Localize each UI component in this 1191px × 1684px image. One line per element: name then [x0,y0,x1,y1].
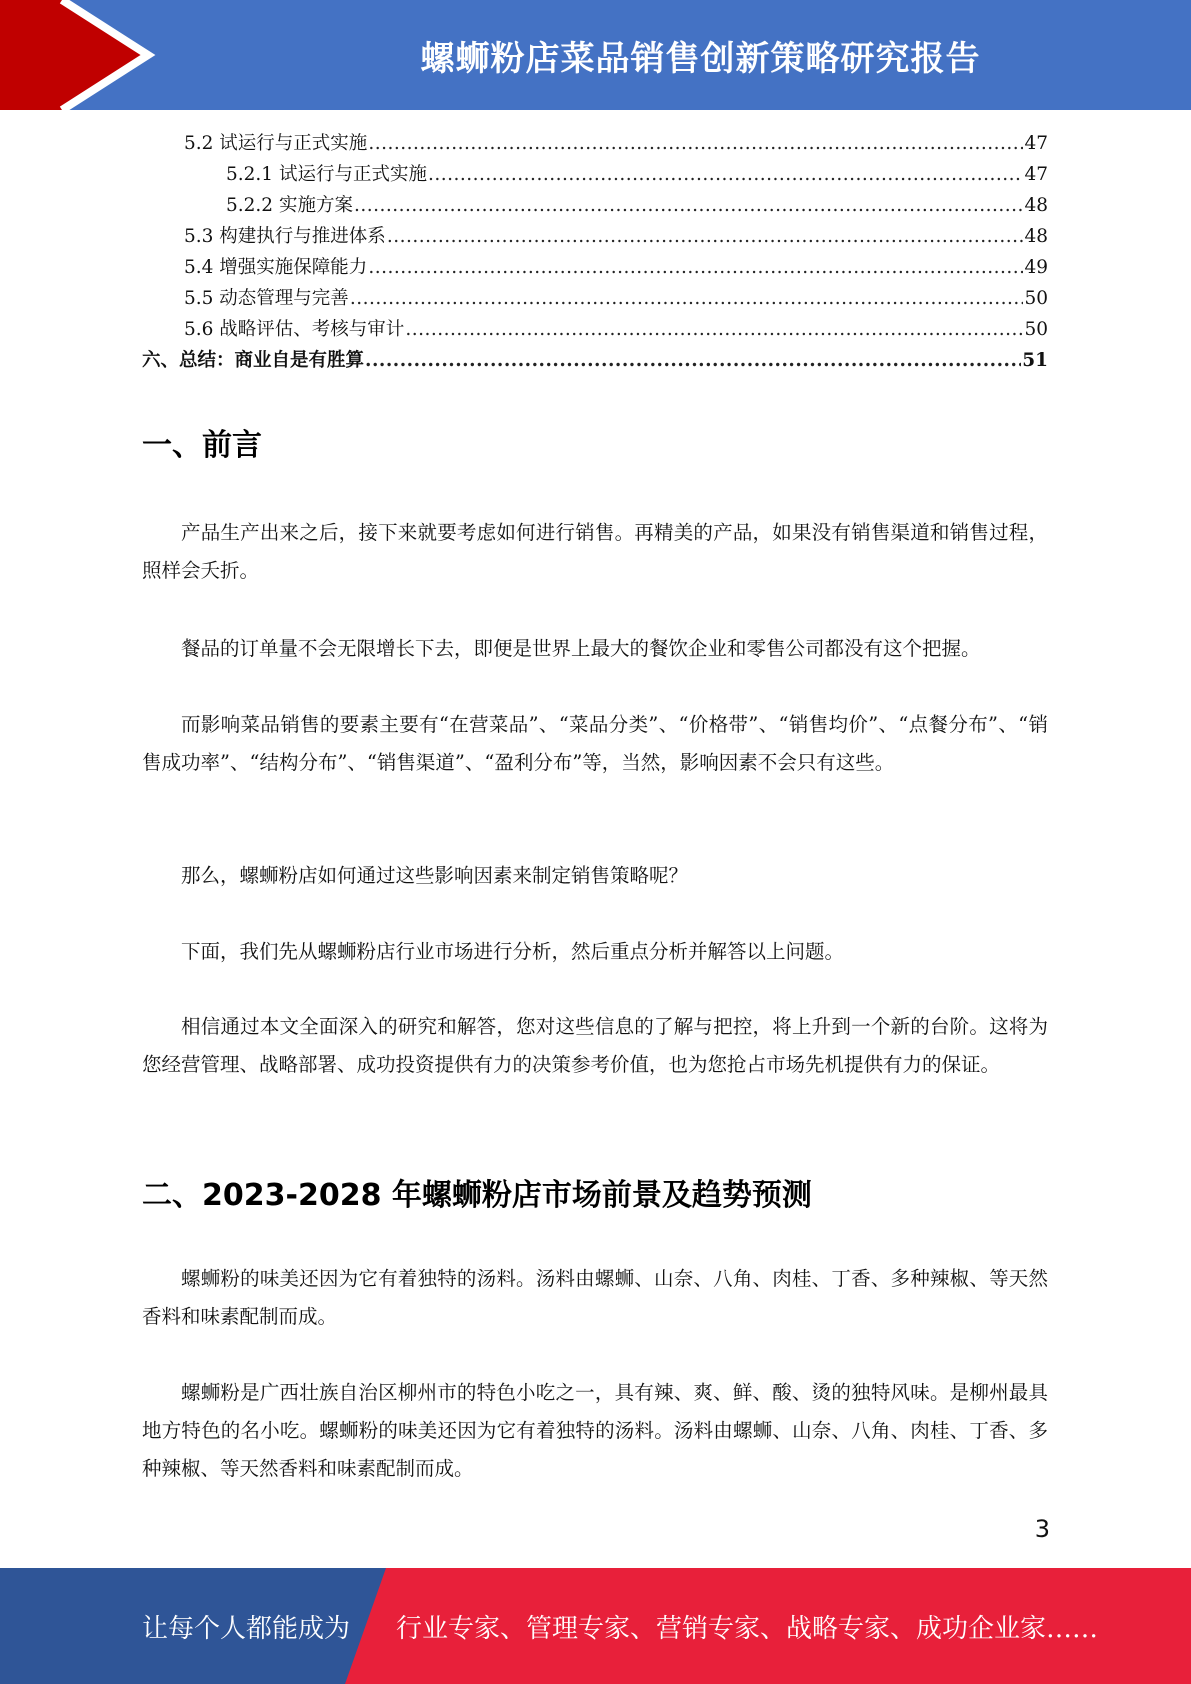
toc-entry-label: 5.4 增强实施保障能力 [184,257,368,278]
red-chevron-decoration [0,0,160,110]
paragraph: 产品生产出来之后，接下来就要考虑如何进行销售。再精美的产品，如果没有销售渠道和销售过程，照样会夭折。 [142,521,1048,582]
toc-entry[interactable] [142,252,1048,283]
paragraph: 下面，我们先从螺蛳粉店行业市场进行分析，然后重点分析并解答以上问题。 [181,940,845,963]
toc-entry-label: 5.2 试运行与正式实施 [184,133,368,154]
toc-dot-leader [405,314,1023,345]
toc-entry[interactable] [142,221,1048,252]
toc-entry[interactable] [142,345,1048,376]
toc-entry-label: 5.5 动态管理与完善 [184,288,349,309]
toc-entry-label: 六、总结：商业自是有胜算 [142,350,365,371]
toc-entry-label: 5.6 战略评估、考核与审计 [184,319,405,340]
toc-entry-page: 51 [1022,350,1048,371]
paragraph: 那么，螺蛳粉店如何通过这些影响因素来制定销售策略呢？ [181,864,689,887]
paragraph: 而影响菜品销售的要素主要有“在营菜品”、“菜品分类”、“价格带”、“销售均价”、“点餐分布”、“销售成功率”、“结构分布”、“销售渠道”、“盈利分布”等，当然，影响因素不会只有这些。 [142,713,1048,774]
toc-entry[interactable] [142,128,1048,159]
toc-entry[interactable] [142,283,1048,314]
toc-entry-page: 49 [1024,257,1048,278]
paragraph: 螺蛳粉的味美还因为它有着独特的汤料。汤料由螺蛳、山奈、八角、肉桂、丁香、多种辣椒、等天然香料和味素配制而成。 [142,1267,1048,1328]
toc-dot-leader [368,252,1023,283]
toc-dot-leader [365,345,1021,376]
section-heading: 二、2023-2028 年螺蛳粉店市场前景及趋势预测 [142,1178,812,1213]
toc-entry[interactable] [142,190,1048,221]
toc-entry[interactable] [142,314,1048,345]
footer-banner [0,1568,1191,1684]
toc-entry-page: 48 [1024,226,1048,247]
toc-dot-leader [354,190,1024,221]
toc-entry-page: 50 [1024,288,1048,309]
toc-entry-page: 48 [1024,195,1048,216]
toc-dot-leader [428,159,1023,190]
toc-dot-leader [368,128,1023,159]
toc-entry-page: 50 [1024,319,1048,340]
paragraph: 螺蛳粉是广西壮族自治区柳州市的特色小吃之一，具有辣、爽、鲜、酸、烫的独特风味。是柳州最具地方特色的名小吃。螺蛳粉的味美还因为它有着独特的汤料。汤料由螺蛳、山奈、八角、肉桂、丁香、多种辣椒、等天然香料和味素配制而成。 [142,1381,1048,1480]
toc-entry-label: 5.2.2 实施方案 [226,195,353,216]
footer-slogan-left: 让每个人都能成为 [142,1613,351,1644]
footer-slogan-right: 行业专家、管理专家、营销专家、战略专家、成功企业家…… [396,1613,1099,1644]
header-banner [0,0,1191,110]
toc-entry[interactable] [142,159,1048,190]
page-number: 3 [1034,1515,1050,1543]
toc-entry-label: 5.3 构建执行与推进体系 [184,226,386,247]
report-title: 螺蛳粉店菜品销售创新策略研究报告 [420,38,981,79]
section-heading: 一、前言 [142,428,262,463]
toc-entry-label: 5.2.1 试运行与正式实施 [226,164,427,185]
paragraph: 餐品的订单量不会无限增长下去，即便是世界上最大的餐饮企业和零售公司都没有这个把握。 [181,637,981,660]
toc-entry-page: 47 [1024,164,1048,185]
table-of-contents [142,128,1048,376]
toc-entry-page: 47 [1024,133,1048,154]
paragraph: 相信通过本文全面深入的研究和解答，您对这些信息的了解与把控，将上升到一个新的台阶。这将为您经营管理、战略部署、成功投资提供有力的决策参考价值，也为您抢占市场先机提供有力的保证。 [142,1015,1048,1076]
toc-dot-leader [387,221,1024,252]
toc-dot-leader [350,283,1024,314]
